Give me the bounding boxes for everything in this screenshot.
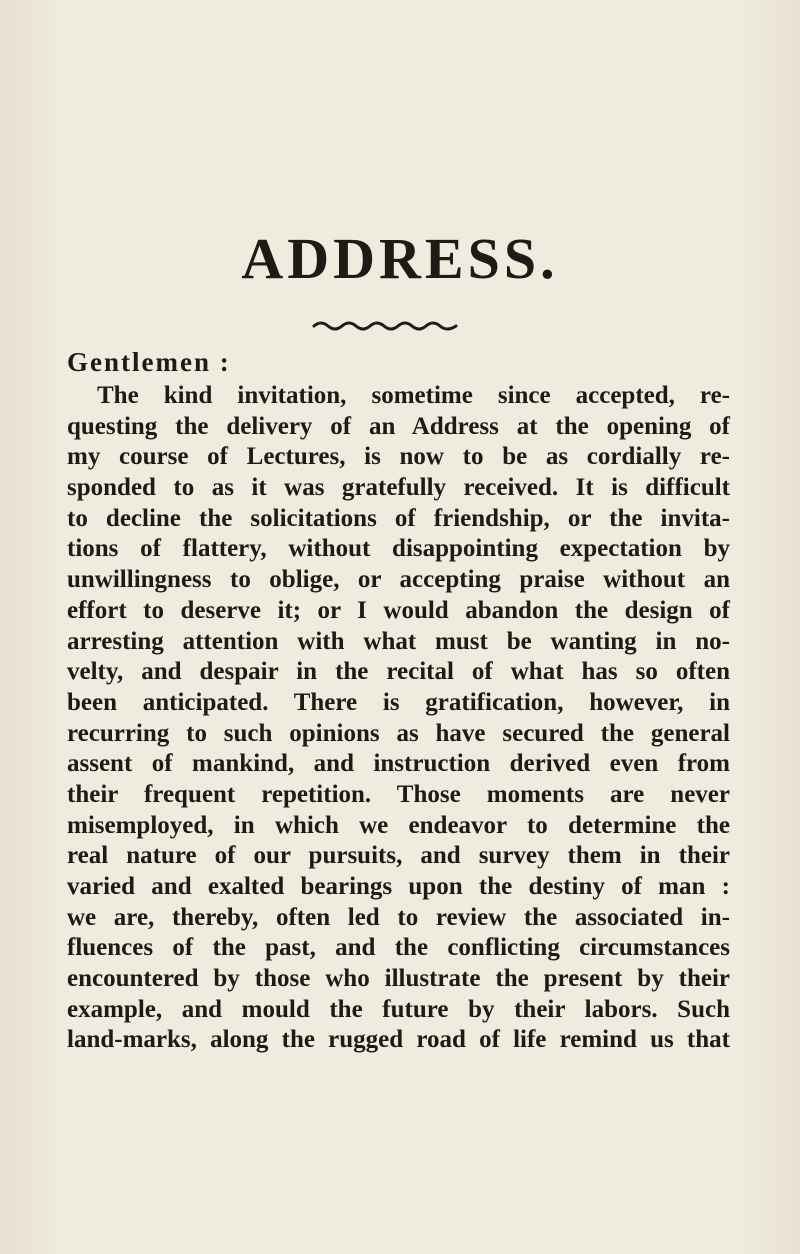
text-line: example, and mould the future by their labors. Such [67, 995, 730, 1023]
text-line: fluences of the past, and the conflicting circumstances [67, 934, 730, 962]
ornamental-rule [312, 318, 458, 332]
text-line: misemployed, in which we endeavor to determine the [67, 811, 730, 839]
text-line: questing the delivery of an Address at the opening of [67, 412, 730, 440]
text-line: land-marks, along the rugged road of life remind us that [67, 1026, 730, 1054]
text-line: to decline the solicitations of friendship, or the invita- [67, 504, 730, 532]
body-text [67, 381, 730, 1056]
text-line: sponded to as it was gratefully received. It is difficult [67, 474, 730, 502]
page-title: ADDRESS. [241, 226, 559, 291]
text-line: we are, thereby, often led to review the associated in- [67, 903, 730, 931]
text-line: The kind invitation, sometime since accepted, re- [97, 382, 730, 409]
text-line: real nature of our pursuits, and survey them in their [67, 842, 730, 870]
text-line: my course of Lectures, is now to be as cordially re- [67, 443, 730, 471]
text-line: varied and exalted bearings upon the destiny of man : [67, 873, 730, 900]
text-line: effort to deserve it; or I would abandon the design of [67, 596, 730, 624]
text-line: assent of mankind, and instruction derived even from [67, 750, 730, 778]
text-line: their frequent repetition. Those moments are never [67, 780, 730, 808]
salutation: Gentlemen : [67, 347, 231, 377]
text-line: encountered by those who illustrate the present by their [67, 965, 730, 993]
text-line: recurring to such opinions as have secured the general [67, 719, 730, 747]
text-line: velty, and despair in the recital of what has so often [67, 658, 730, 686]
text-line: arresting attention with what must be wanting in no- [67, 627, 730, 655]
text-line: tions of flattery, without disappointing expectation by [67, 535, 730, 563]
text-line: unwillingness to oblige, or accepting praise without an [67, 566, 730, 594]
text-line: been anticipated. There is gratification, however, in [67, 688, 730, 716]
